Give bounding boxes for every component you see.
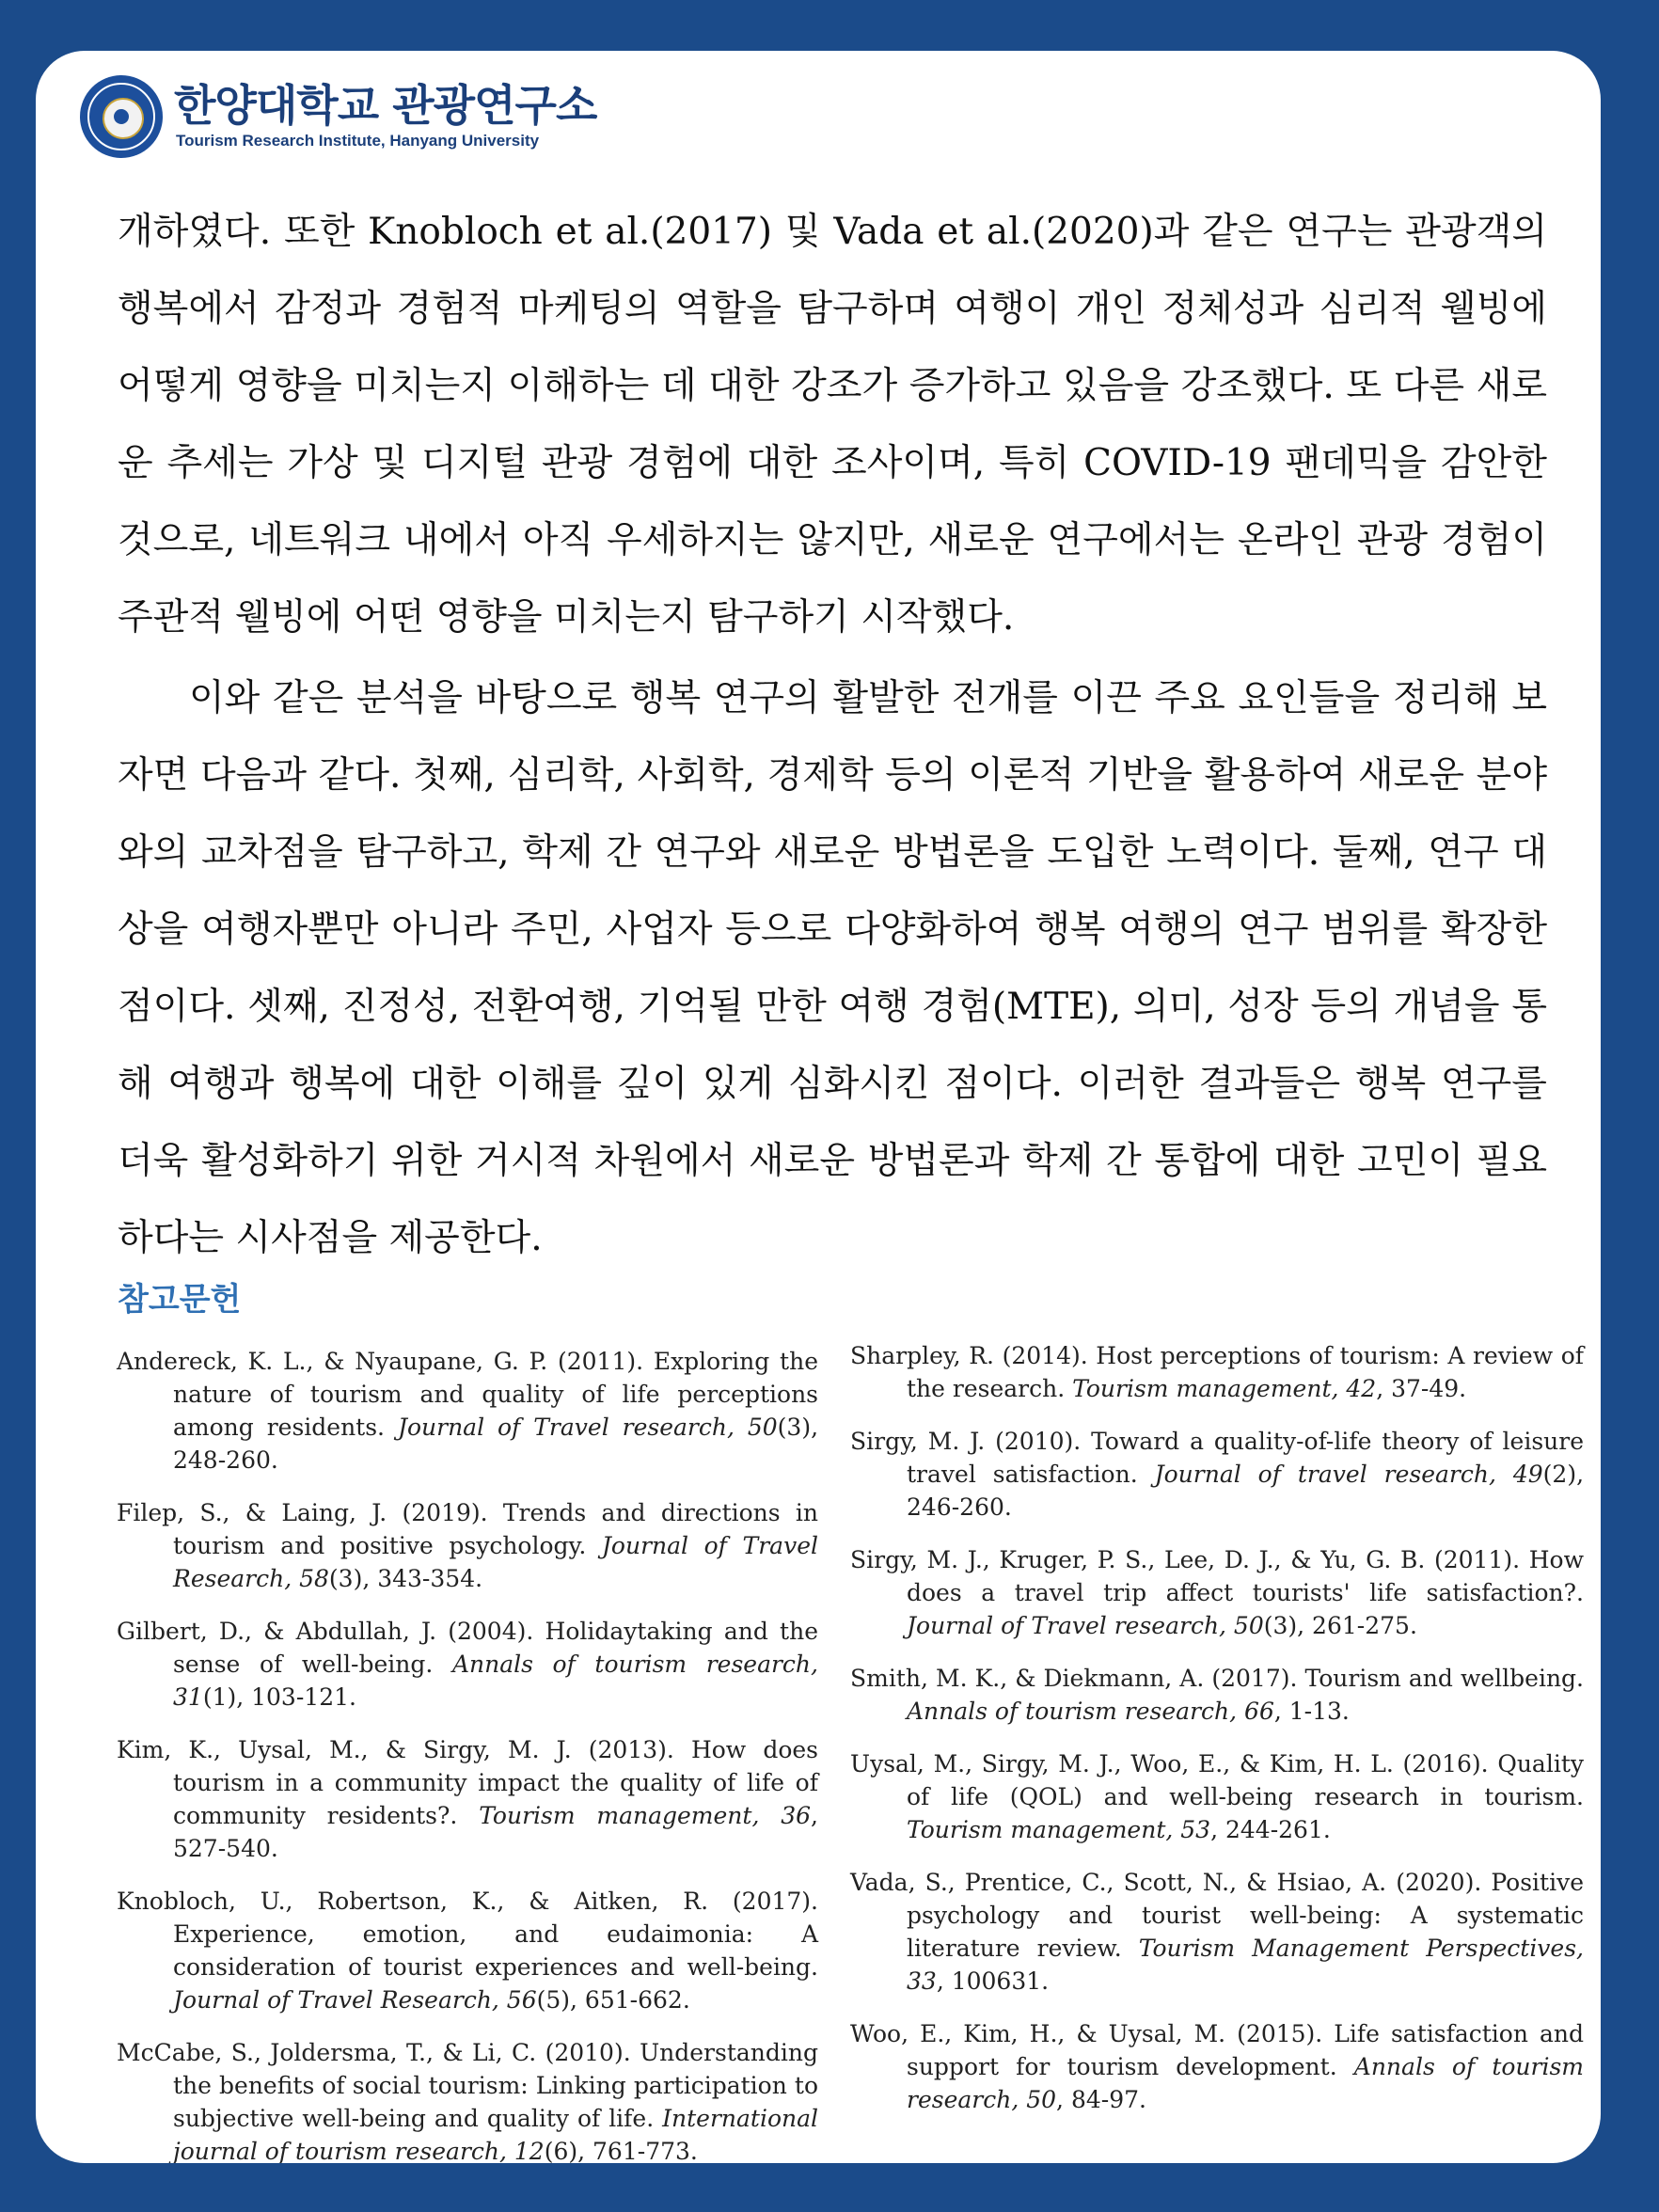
references-heading: 참고문헌 bbox=[118, 1281, 242, 1319]
university-seal-icon bbox=[80, 75, 163, 158]
reference-item: Filep, S., & Laing, J. (2019). Trends and directions in tourism and positive psychology. Journal of Travel Research, 58(3), 343-354. bbox=[117, 1499, 818, 1592]
reference-item: Smith, M. K., & Diekmann, A. (2017). Tourism and wellbeing. Annals of tourism research, 66, 1-13. bbox=[850, 1665, 1584, 1725]
reference-item: Woo, E., Kim, H., & Uysal, M. (2015). Life satisfaction and support for tourism development. Annals of tourism research, 50, 84-97. bbox=[850, 2020, 1584, 2113]
reference-item: McCabe, S., Joldersma, T., & Li, C. (2010). Understanding the benefits of social tourism: Linking participation to subjective well-being and quality of life. International journal of tourism research, 12(6), 761-773. bbox=[117, 2039, 818, 2163]
reference-item: Andereck, K. L., & Nyaupane, G. P. (2011). Exploring the nature of tourism and quality of life perceptions among residents. Journal of Travel research, 50(3), 248-260. bbox=[117, 1348, 819, 1474]
article-body bbox=[118, 194, 1547, 1281]
references-column-right bbox=[850, 1339, 1584, 2136]
body-paragraph: 이와 같은 분석을 바탕으로 행복 연구의 활발한 전개를 이끈 주요 요인들을 정리해 보자면 다음과 같다. 첫째, 심리학, 사회학, 경제학 등의 이론적 기반을 활용하여 새로운 분야와의 교차점을 탐구하고, 학제 간 연구와 새로운 방법론을 도입한 노력이다. 둘째, 연구 대상을 여행자뿐만 아니라 주민, 사업자 등으로 다양화하여 행복 여행의 연구 범위를 확장한 점이다. 셋째, 진정성, 전환여행, 기억될 만한 여행 경험(MTE), 의미, 성장 등의 개념을 통해 여행과 행복에 대한 이해를 깊이 있게 심화시킨 점이다. 이러한 결과들은 행복 연구를 더욱 활성화하기 위한 거시적 차원에서 새로운 방법론과 학제 간 통합에 대한 고민이 필요하다는 시사점을 제공한다. bbox=[118, 677, 1547, 1259]
page-card bbox=[36, 51, 1601, 2163]
institute-subtitle: Tourism Research Institute, Hanyang University bbox=[176, 132, 540, 150]
reference-item: Sharpley, R. (2014). Host perceptions of tourism: A review of the research. Tourism management, 42, 37-49. bbox=[850, 1342, 1584, 1402]
reference-item: Sirgy, M. J. (2010). Toward a quality-of-life theory of leisure travel satisfaction. Journal of travel research, 49(2), 246-260. bbox=[850, 1428, 1585, 1521]
body-paragraph: 개하였다. 또한 Knobloch et al.(2017) 및 Vada et al.(2020)과 같은 연구는 관광객의 행복에서 감정과 경험적 마케팅의 역할을 탐구하며 여행이 개인 정체성과 심리적 웰빙에 어떻게 영향을 미치는지 이해하는 데 대한 강조가 증가하고 있음을 강조했다. 또 다른 새로운 추세는 가상 및 디지털 관광 경험에 대한 조사이며, 특히 COVID-19 팬데믹을 감안한 것으로, 네트워크 내에서 아직 우세하지는 않지만, 새로운 연구에서는 온라인 관광 경험이 주관적 웰빙에 어떤 영향을 미치는지 탐구하기 시작했다. bbox=[118, 211, 1547, 639]
reference-item: Vada, S., Prentice, C., Scott, N., & Hsiao, A. (2020). Positive psychology and tourist well-being: A systematic literature review. Tourism Management Perspectives, 33, 100631. bbox=[850, 1869, 1585, 1995]
reference-item: Kim, K., Uysal, M., & Sirgy, M. J. (2013). How does tourism in a community impact the quality of life of community residents?. Tourism management, 36, 527-540. bbox=[117, 1736, 818, 1862]
reference-item: Sirgy, M. J., Kruger, P. S., Lee, D. J., & Yu, G. B. (2011). How does a travel trip affect tourists' life satisfaction?. Journal of Travel research, 50(3), 261-275. bbox=[850, 1546, 1584, 1639]
reference-item: Gilbert, D., & Abdullah, J. (2004). Holidaytaking and the sense of well-being. Annals of tourism research, 31(1), 103-121. bbox=[117, 1618, 818, 1711]
reference-item: Uysal, M., Sirgy, M. J., Woo, E., & Kim, H. L. (2016). Quality of life (QOL) and well-being research in tourism. Tourism management, 53, 244-261. bbox=[850, 1750, 1584, 1843]
institute-name: 한양대학교 관광연구소 bbox=[174, 80, 597, 131]
reference-item: Knobloch, U., Robertson, K., & Aitken, R. (2017). Experience, emotion, and eudaimonia: A consideration of tourist experiences and well-being. Journal of Travel Research, 56(5), 651-662. bbox=[117, 1888, 818, 2014]
references-column-left bbox=[117, 1345, 818, 2163]
